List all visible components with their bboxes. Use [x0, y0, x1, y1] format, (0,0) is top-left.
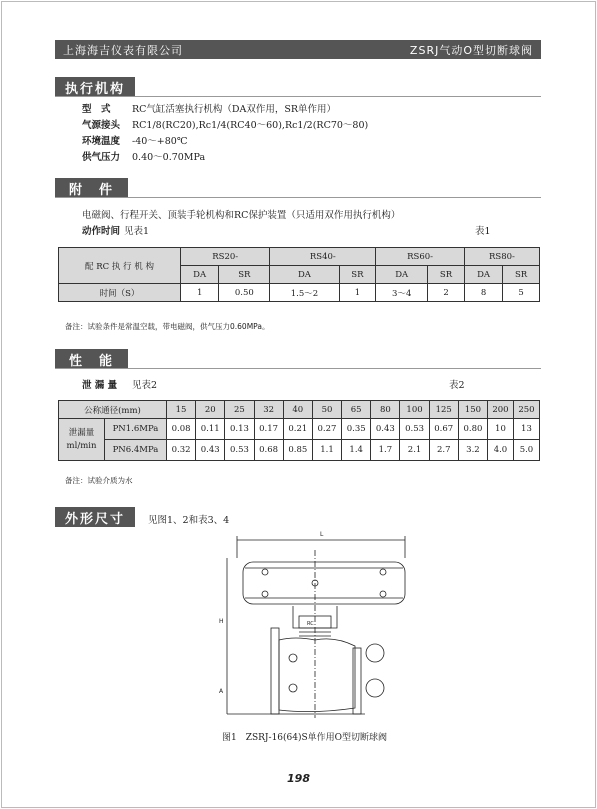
- table-dn: 200: [488, 401, 514, 419]
- section-divider: [55, 96, 541, 97]
- table-sub-header: DA: [181, 266, 219, 284]
- table-cell: 1.7: [371, 440, 400, 461]
- table-cell: 0.80: [458, 419, 487, 440]
- table-cell: 5: [503, 284, 540, 302]
- dim-label-a: A: [219, 688, 224, 695]
- dimensions-ref: 见图1、2和表3、4: [148, 515, 230, 526]
- table-cell: 2.1: [400, 440, 429, 461]
- ball-port: [366, 679, 384, 697]
- table-dn: 20: [196, 401, 225, 419]
- table-cell: 0.43: [196, 440, 225, 461]
- ball-port: [366, 644, 384, 662]
- table-cell: 0.17: [254, 419, 283, 440]
- table-group-header: RS60-: [376, 248, 465, 266]
- flange-left: [271, 628, 279, 714]
- table-row-header: 配 RC 执 行 机 构: [59, 248, 181, 284]
- table-cell: 0.68: [254, 440, 283, 461]
- table-cell: 0.53: [400, 419, 429, 440]
- leak-label: 泄 漏 量: [82, 380, 118, 391]
- bolt: [289, 654, 297, 662]
- valve-drawing: [215, 528, 415, 720]
- table-cell: 1: [181, 284, 219, 302]
- flange-right: [353, 648, 361, 714]
- action-time-value: 见表1: [124, 226, 150, 237]
- table-cell: 13: [513, 419, 539, 440]
- rc-mark: RC: [307, 621, 314, 627]
- table-row-label: 时间（S）: [59, 284, 181, 302]
- table-dn: 15: [166, 401, 195, 419]
- table-sub-header: SR: [503, 266, 540, 284]
- table2-note: 备注：试验介质为水: [65, 476, 133, 485]
- spec-type: [82, 101, 336, 115]
- table-dn: 125: [429, 401, 458, 419]
- product-name: ZSRJ气动O型切断球阀: [409, 43, 533, 57]
- accessories-desc: 电磁阀、行程开关、顶装手轮机构和RC保护装置（只适用双作用执行机构）: [82, 210, 401, 221]
- table-cell: 0.50: [219, 284, 270, 302]
- section-divider: [55, 368, 541, 369]
- dim-label-l: L: [320, 531, 324, 538]
- table-group-header: RS20-: [181, 248, 270, 266]
- spec-air: [82, 117, 368, 131]
- table-cell: 1.1: [312, 440, 341, 461]
- table-dn: 40: [283, 401, 312, 419]
- section-dimensions: [55, 507, 135, 527]
- section-divider: [55, 197, 541, 198]
- table-cell: 10: [488, 419, 514, 440]
- table-cell: 0.08: [166, 419, 195, 440]
- spec-label: 供气压力: [82, 152, 121, 163]
- action-time-label: 动作时间: [82, 226, 121, 237]
- table-cell: 1: [339, 284, 376, 302]
- table-dn: 150: [458, 401, 487, 419]
- table-sub-header: DA: [376, 266, 428, 284]
- action-time-row: [82, 223, 149, 237]
- section-actuator: [55, 77, 135, 97]
- table-sub-header: SR: [428, 266, 465, 284]
- table-cell: 2.7: [429, 440, 458, 461]
- table-dn: 25: [225, 401, 254, 419]
- table-cell: 0.11: [196, 419, 225, 440]
- bolt: [289, 684, 297, 692]
- table-dn-label: 公称通径(mm): [59, 401, 167, 419]
- table-cell: 5.0: [513, 440, 539, 461]
- spec-value: 0.40～0.70MPa: [132, 152, 206, 163]
- table-cell: 0.53: [225, 440, 254, 461]
- table-cell: 0.35: [342, 419, 371, 440]
- spec-label: 型 式: [82, 104, 111, 115]
- section-actuator-title: 执行机构: [55, 77, 135, 97]
- spec-label: 环境温度: [82, 136, 121, 147]
- table-dn: 100: [400, 401, 429, 419]
- dim-label-h: H: [219, 618, 224, 625]
- spec-label: 气源接头: [82, 120, 121, 131]
- table-sub-header: SR: [339, 266, 376, 284]
- table1-tag: 表1: [475, 226, 491, 237]
- table-cell: 0.13: [225, 419, 254, 440]
- leak-row: [82, 377, 157, 391]
- page-number: 198: [287, 772, 310, 785]
- leak-header-line1: 泄漏量: [68, 427, 95, 438]
- spec-pressure: [82, 149, 205, 163]
- figure-caption: 图1 ZSRJ-16(64)S单作用O型切断球阀: [222, 733, 388, 743]
- table-group-header: RS80-: [464, 248, 539, 266]
- table-cell: 4.0: [488, 440, 514, 461]
- table1-note: 备注：试验条件是常温空载，带电磁阀，供气压力0.60MPa。: [65, 322, 270, 331]
- table-dn: 50: [312, 401, 341, 419]
- table-cell: 1.5～2: [270, 284, 339, 302]
- table-cell: 0.27: [312, 419, 341, 440]
- bolt: [380, 591, 386, 597]
- table-cell: 8: [464, 284, 502, 302]
- table-dn: 65: [342, 401, 371, 419]
- page-header: [55, 40, 541, 59]
- table-sub-header: SR: [219, 266, 270, 284]
- section-performance: [55, 349, 128, 369]
- spec-value: -40～+80℃: [132, 136, 188, 147]
- action-time-table: [58, 247, 540, 302]
- leak-value: 见表2: [132, 380, 158, 391]
- section-accessories: [55, 178, 128, 198]
- table-row-label: PN6.4MPa: [105, 440, 167, 461]
- table-cell: 0.85: [283, 440, 312, 461]
- leakage-table: [58, 400, 540, 461]
- table-sub-header: DA: [270, 266, 339, 284]
- table-sub-header: DA: [464, 266, 502, 284]
- table-cell: 0.43: [371, 419, 400, 440]
- table-dn: 250: [513, 401, 539, 419]
- table-group-header: RS40-: [270, 248, 376, 266]
- table-dn: 80: [371, 401, 400, 419]
- table2-tag: 表2: [449, 380, 465, 391]
- table-cell: 0.32: [166, 440, 195, 461]
- table-row-label: PN1.6MPa: [105, 419, 167, 440]
- table-dn: 32: [254, 401, 283, 419]
- bolt: [262, 569, 268, 575]
- table-cell: 3～4: [376, 284, 428, 302]
- section-dimensions-title: 外形尺寸: [55, 507, 135, 527]
- table-cell: 3.2: [458, 440, 487, 461]
- leak-header-line2: ml/min: [66, 440, 97, 451]
- spec-value: RC1/8(RC20),Rc1/4(RC40～60),Rc1/2(RC70～80): [132, 120, 369, 131]
- table-cell: 2: [428, 284, 465, 302]
- spec-value: RC气缸活塞执行机构（DA双作用，SR单作用）: [132, 104, 337, 115]
- table-cell: 0.21: [283, 419, 312, 440]
- section-accessories-title: 附 件: [55, 178, 128, 198]
- company-name: 上海海吉仪表有限公司: [63, 43, 183, 57]
- spec-temp: [82, 133, 187, 147]
- bolt: [262, 591, 268, 597]
- table-cell: 1.4: [342, 440, 371, 461]
- leak-header: [59, 419, 105, 461]
- valve-body: [279, 638, 355, 712]
- section-performance-title: 性 能: [55, 349, 128, 369]
- table-cell: 0.67: [429, 419, 458, 440]
- bolt: [380, 569, 386, 575]
